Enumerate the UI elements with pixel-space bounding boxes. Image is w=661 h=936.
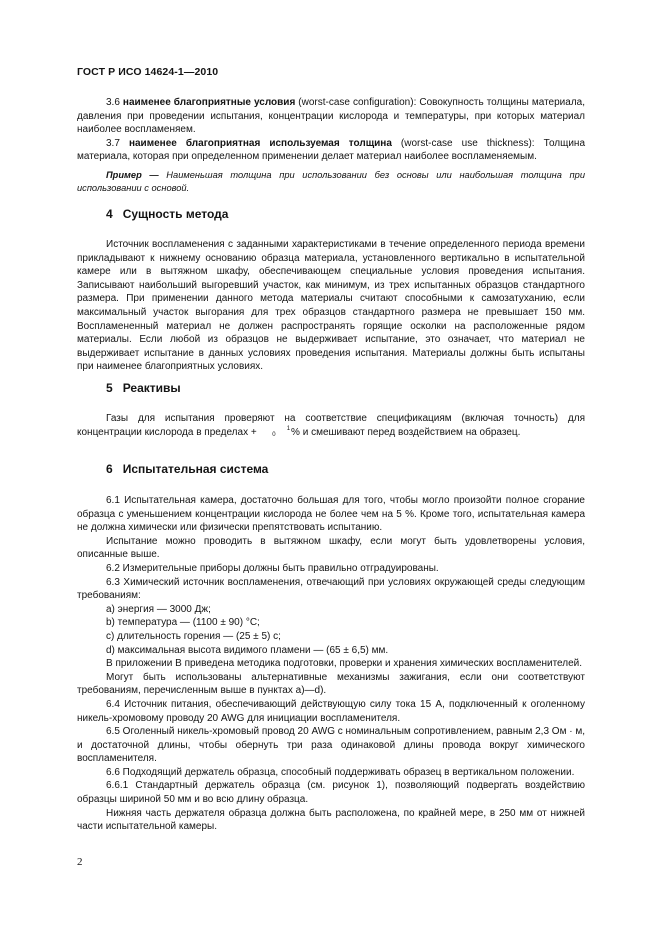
defined-term: наименее благоприятная используемая толщина [128,137,392,149]
definition-3-6 [77,96,585,137]
paragraph-6-5: 6.5 Оголенный никель-хромовый провод 20 AWG с номинальным сопротивлением, равным 2,3 Ом · м, и достаточной длины, чтобы обернуть три раза одинаковой длины провода вокруг химического воспламенителя. [77,726,585,765]
paragraph-6-3: 6.3 Химический источник воспламенения, отвечающий при условиях окружающей среды следующим требованиям: [77,576,585,602]
note-lead: Пример — [106,169,159,180]
definition-3-7 [77,137,585,164]
section-4-body [77,238,585,374]
section-6-body [77,494,585,834]
paragraph-6-2: 6.2 Измерительные приборы должны быть правильно отградуированы. [106,562,439,574]
paragraph: Испытание можно проводить в вытяжном шкафу, если могут быть удовлетворены условия, описанные выше. [77,535,585,561]
list-item: b) температура — (1100 ± 90) °C; [106,617,260,629]
section-3-definitions [77,96,585,195]
section-6-heading [106,462,268,476]
definition-text: (worst-case configuration): Совокупность толщины материала, давления при проведении испытания, концентрации кислорода и температуры, при которых материал наиболее воспламеняем. [77,97,585,136]
paragraph: Источник воспламенения с заданными характеристиками в течение определенного периода времени прикладывают к нижнему основанию образца материала, установленного вертикально в испытательной камере или в вытяжном шкафу, обеспечивающем специальные условия проведения испытания. Записывают наибольший выгоревший участок, как минимум, из трех испытанных образцов стандартного размера. При применении данного метода материалы считают способными к самозатуханию, если максимальный участок выгорания для трех образцов стандартного размера не превышает 150 мм. Воспламененный материал не должен распространять горящие осколки на расположенные рядом материалы. Если любой из образцов не выдерживает испытание, это означает, что материал не выдерживает испытание в данных условиях проведения испытания. Материалы должны быть испытаны при наименее благоприятных условиях. [77,239,585,373]
text: Газы для испытания проверяют на соответствие спецификациям (включая точность) для концентрации кислорода в пределах + [77,413,585,438]
tolerance-lower: 0 [272,431,276,438]
paragraph: Нижняя часть держателя образца должна быть расположена, по крайней мере, в 250 мм от нижней части испытательной камеры. [77,807,585,833]
clause-number: 3.7 [106,137,120,149]
document-header: ГОСТ Р ИСО 14624-1—2010 [77,66,219,78]
section-number: 5 [106,381,113,395]
section-number: 4 [106,207,113,221]
section-title: Сущность метода [122,207,229,221]
page-number: 2 [77,856,83,868]
paragraph [77,412,585,439]
section-4-heading [106,207,228,221]
section-title: Реактивы [122,381,181,395]
paragraph: В приложении В приведена методика подготовки, проверки и хранения химических воспламенителей. [106,658,583,670]
paragraph: Могут быть использованы альтернативные механизмы зажигания, если они соответствуют требованиям, перечисленным выше в пунктах а)—d). [77,671,585,697]
example-note [77,169,585,195]
tolerance-upper: 1 [286,425,291,432]
section-5-heading [106,381,181,395]
list-item: c) длительность горения — (25 ± 5) c; [106,630,281,642]
list-item: d) максимальная высота видимого пламени — (65 ± 6,5) мм. [106,644,389,656]
section-title: Испытательная система [122,462,269,476]
note-text: Наименьшая толщина при использовании без основы или наибольшая толщина при использовании с основой. [77,169,585,193]
paragraph-6-1: 6.1 Испытательная камера, достаточно большая для того, чтобы могло произойти полное сгорание образца с уменьшением концентрации кислорода не более чем на 5 %. Кроме того, испытательная камера не должна химически или физически препятствовать испытанию. [77,495,585,534]
paragraph-6-6-1: 6.6.1 Стандартный держатель образца (см. рисунок 1), позволяющий подвергать воздействию образцы шириной 50 мм и во всю длину образца. [77,780,585,806]
defined-term: наименее благоприятные условия [122,97,296,108]
requirements-list [77,603,585,657]
definition-text: (worst-case use thickness): Толщина материала, которая при определенном применении делает материал наиболее воспламеняемым. [77,137,586,163]
paragraph-6-6: 6.6 Подходящий держатель образца, способный поддерживать образец в вертикальном положении. [106,766,575,778]
paragraph-6-4: 6.4 Источник питания, обеспечивающий действующую силу тока 15 А, подключенный к оголенному никель-хромовому проводу 20 AWG для инициации воспламенителя. [77,698,585,724]
clause-number: 3.6 [106,97,120,108]
tolerance-stack [258,426,290,438]
section-5-body [77,412,585,439]
text: % и смешивают перед воздействием на образец. [291,426,521,438]
list-item: a) энергия — 3000 Дж; [106,603,211,615]
section-number: 6 [106,462,113,476]
